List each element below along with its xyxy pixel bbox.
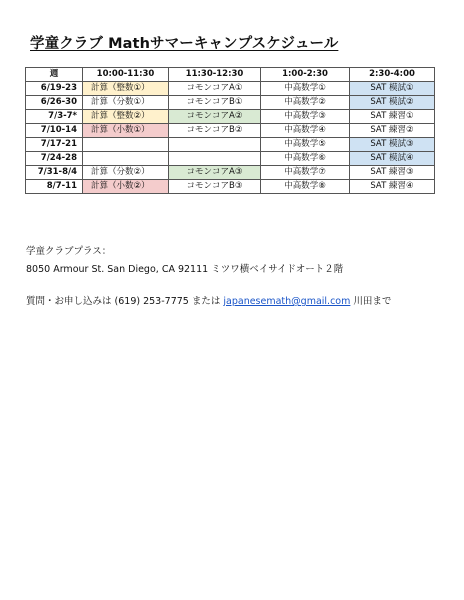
header-slot-2: 11:30-12:30 (169, 68, 261, 82)
slot-cell: 計算（整数①） (83, 82, 169, 96)
slot-cell: 中高数学① (261, 82, 350, 96)
slot-cell: SAT 練習① (350, 110, 435, 124)
slot-cell (169, 152, 261, 166)
slot-cell: 中高数学⑤ (261, 138, 350, 152)
week-cell: 7/17-21 (26, 138, 83, 152)
table-row (26, 138, 435, 152)
week-cell: 7/31-8/4 (26, 166, 83, 180)
slot-cell: コモンコアB② (169, 124, 261, 138)
week-cell: 6/19-23 (26, 82, 83, 96)
slot-cell: SAT 模試③ (350, 138, 435, 152)
slot-cell: SAT 模試① (350, 82, 435, 96)
slot-cell: 計算（小数②） (83, 180, 169, 194)
table-row (26, 124, 435, 138)
address-line: 8050 Armour St. San Diego, CA 92111 ミツワ横ベイサイドオート２階 (26, 264, 344, 275)
slot-cell: SAT 練習② (350, 124, 435, 138)
slot-cell: 中高数学⑦ (261, 166, 350, 180)
slot-cell: 計算（小数①） (83, 124, 169, 138)
contact-prefix: 質問・お申し込みは (619) 253-7775 または (26, 296, 224, 307)
contact-line (26, 293, 391, 307)
week-cell: 8/7-11 (26, 180, 83, 194)
week-cell: 7/3-7* (26, 110, 83, 124)
slot-cell: 計算（分数①） (83, 96, 169, 110)
slot-cell: コモンコアA② (169, 110, 261, 124)
slot-cell: 計算（整数②） (83, 110, 169, 124)
table-row (26, 82, 435, 96)
slot-cell: 中高数学④ (261, 124, 350, 138)
slot-cell: SAT 模試② (350, 96, 435, 110)
week-cell: 7/24-28 (26, 152, 83, 166)
slot-cell: SAT 模試④ (350, 152, 435, 166)
table-row (26, 96, 435, 110)
table-row (26, 152, 435, 166)
table-row (26, 166, 435, 180)
slot-cell: コモンコアB① (169, 96, 261, 110)
week-cell: 7/10-14 (26, 124, 83, 138)
header-slot-1: 10:00-11:30 (83, 68, 169, 82)
slot-cell: コモンコアB③ (169, 180, 261, 194)
slot-cell (83, 152, 169, 166)
slot-cell: 中高数学③ (261, 110, 350, 124)
schedule-table (25, 67, 435, 194)
slot-cell (83, 138, 169, 152)
page-title: 学童クラブ Mathサマーキャンプスケジュール (30, 36, 339, 52)
header-slot-3: 1:00-2:30 (261, 68, 350, 82)
table-row (26, 180, 435, 194)
slot-cell: コモンコアA① (169, 82, 261, 96)
slot-cell: 計算（分数②） (83, 166, 169, 180)
table-header-row (26, 68, 435, 82)
table-row (26, 110, 435, 124)
address-name: 学童クラブプラス： (26, 246, 112, 257)
slot-cell: SAT 練習③ (350, 166, 435, 180)
slot-cell: コモンコアA③ (169, 166, 261, 180)
slot-cell (169, 138, 261, 152)
slot-cell: SAT 練習④ (350, 180, 435, 194)
header-week: 週 (26, 68, 83, 82)
email-link[interactable]: japanesemath@gmail.com (223, 296, 351, 307)
slot-cell: 中高数学⑧ (261, 180, 350, 194)
contact-suffix: 川田まで (350, 296, 392, 307)
slot-cell: 中高数学⑥ (261, 152, 350, 166)
slot-cell: 中高数学② (261, 96, 350, 110)
week-cell: 6/26-30 (26, 96, 83, 110)
header-slot-4: 2:30-4:00 (350, 68, 435, 82)
